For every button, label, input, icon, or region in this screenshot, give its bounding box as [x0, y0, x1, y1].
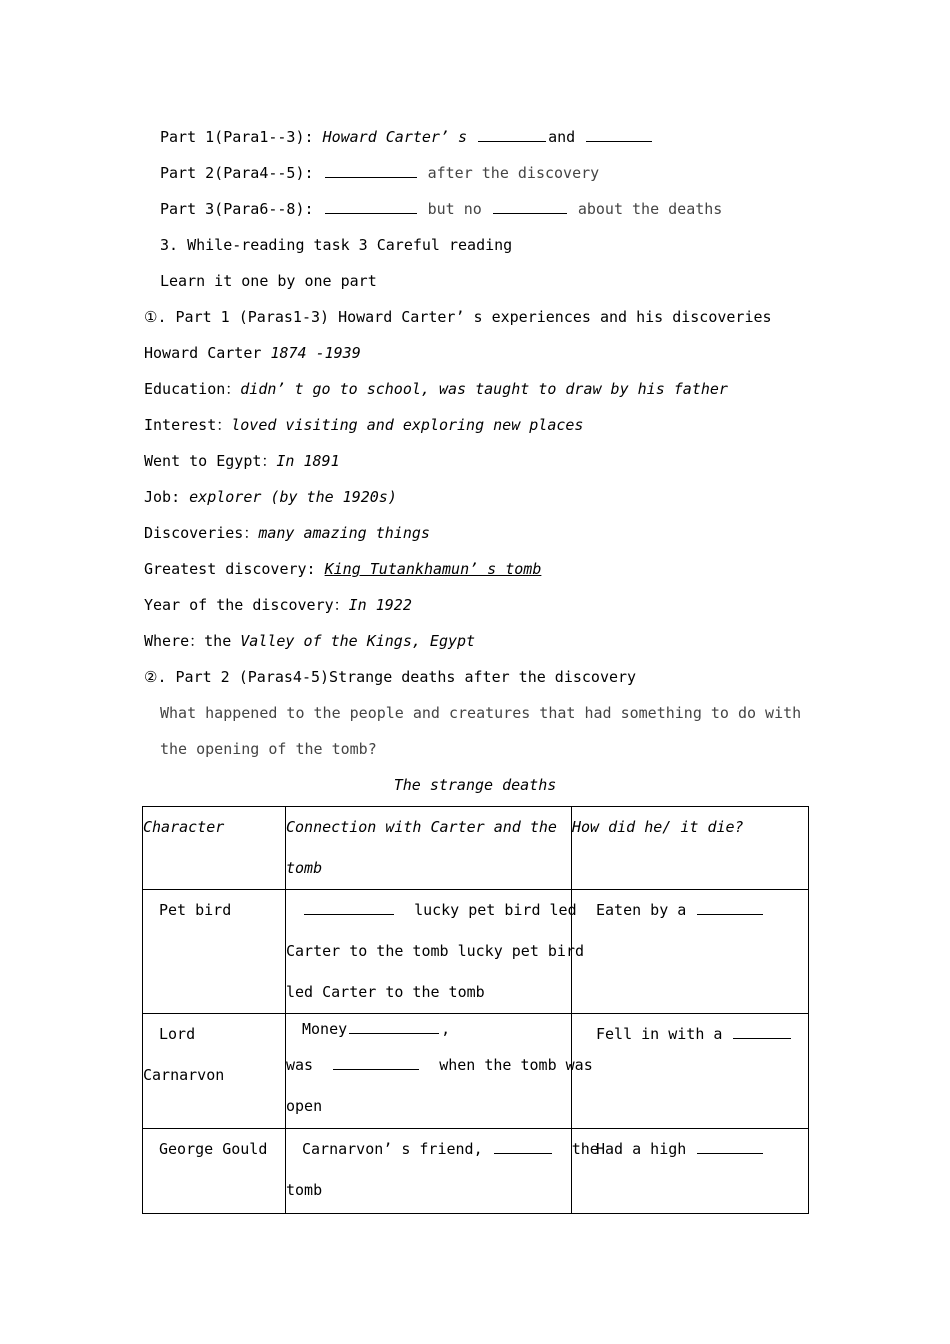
row-character-cell [143, 1014, 286, 1129]
row-connection-text: Carnarvon’ s friend, [302, 1140, 483, 1158]
fact-education [144, 379, 728, 399]
table-row [143, 1129, 809, 1214]
row-connection-cell [286, 1014, 593, 1129]
fact-value: 1874 -1939 [270, 344, 361, 362]
part1-label: Part 1(Para1--3): [160, 128, 314, 146]
blank-part1-a[interactable] [478, 127, 546, 142]
row-death [572, 1014, 808, 1055]
task-subheading: Learn it one by one part [160, 272, 377, 290]
row-death-cell [572, 1014, 809, 1129]
row-character-line1: Lord [159, 1025, 196, 1043]
fact-label: Where：the [144, 632, 241, 650]
header-connection-cell [286, 807, 572, 890]
part1-italic: Howard Carter’ s [322, 128, 468, 146]
part3-rest: about the deaths [577, 200, 723, 218]
row-connection-line2 [286, 1044, 593, 1086]
row-death-cell [572, 1129, 809, 1214]
row-connection-cell [286, 890, 585, 1014]
row-connection-text: was [286, 1056, 314, 1074]
fact-label: Howard Carter [144, 344, 271, 362]
row-connection-text: Money [302, 1020, 348, 1038]
table-title: The strange deaths [393, 776, 557, 794]
table-header-row [143, 807, 809, 890]
header-death-cell [572, 807, 809, 890]
fact-value: Valley of the Kings, Egypt [240, 632, 476, 650]
deaths-table [142, 806, 809, 1214]
row-connection-text: the [571, 1140, 599, 1158]
row-death [572, 890, 808, 931]
row-connection-line3: led Carter to the tomb [286, 983, 485, 1001]
fact-went-to-egypt [144, 451, 340, 471]
row-death-text: Had a high [596, 1140, 687, 1158]
blank-bird-death[interactable] [697, 900, 763, 915]
fact-value: King Tutankhamun’ s tomb [324, 560, 542, 578]
table-row [143, 1014, 809, 1129]
blank-part3-b[interactable] [493, 199, 567, 214]
table-row [143, 890, 809, 1014]
blank-part1-b[interactable] [586, 127, 652, 142]
blank-part2[interactable] [325, 163, 417, 178]
fact-value: loved visiting and exploring new places [231, 416, 584, 434]
fact-greatest-discovery [144, 559, 541, 579]
structure-part3 [160, 199, 722, 219]
part2-label: Part 2(Para4--5): [160, 164, 314, 182]
row-connection-line1 [286, 1129, 599, 1170]
question-line-2: the opening of the tomb? [160, 740, 377, 758]
fact-value: many amazing things [258, 524, 430, 542]
part2-rest: after the discovery [427, 164, 600, 182]
part3-label: Part 3(Para6--8): [160, 200, 314, 218]
row-character-cell [143, 1129, 286, 1214]
row-character: George Gould [159, 1140, 268, 1158]
fact-label: Greatest discovery: [144, 560, 325, 578]
fact-label: Education： [144, 380, 241, 398]
blank-bird-connection[interactable] [304, 900, 394, 915]
fact-job [144, 487, 397, 507]
fact-value: In 1891 [276, 452, 340, 470]
blank-carnarvon-death[interactable] [733, 1024, 791, 1039]
task-heading: 3. While-reading task 3 Careful reading [160, 236, 513, 254]
fact-discoveries [144, 523, 430, 543]
fact-where [144, 631, 475, 651]
row-connection-line3: open [286, 1097, 323, 1115]
question-line-1: What happened to the people and creatures that had something to do with [160, 704, 802, 722]
row-death-cell [572, 890, 809, 1014]
blank-gould-connection[interactable] [494, 1139, 552, 1154]
fact-year [144, 595, 412, 615]
blank-part3-a[interactable] [325, 199, 417, 214]
part2-heading: ②. Part 2 (Paras4-5)Strange deaths after the discovery [144, 668, 637, 686]
fact-value: In 1922 [348, 596, 412, 614]
header-connection: Connection with Carter and the [286, 818, 557, 836]
header-character-cell [143, 807, 286, 890]
row-connection-line2: Carter to the tomb lucky pet bird [286, 942, 585, 960]
blank-carnarvon-was[interactable] [333, 1055, 419, 1070]
row-connection-line1 [286, 1014, 571, 1044]
row-connection-text: when the tomb was [439, 1056, 593, 1074]
fact-interest [144, 415, 583, 435]
row-connection-cell [286, 1129, 599, 1214]
header-character: Character [143, 818, 225, 836]
row-connection-text: lucky pet bird led [414, 901, 577, 919]
blank-carnarvon-money[interactable] [349, 1019, 439, 1034]
row-character-line2: Carnarvon [143, 1066, 225, 1084]
part1-heading: ①. Part 1 (Paras1-3) Howard Carter’ s experiences and his discoveries [144, 308, 772, 326]
row-death-text: Fell in with a [596, 1025, 723, 1043]
structure-part2 [160, 163, 599, 183]
structure-part1 [160, 127, 654, 147]
fact-label: Year of the discovery： [144, 596, 349, 614]
row-death-text: Eaten by a [596, 901, 687, 919]
fact-value: explorer (by the 1920s) [189, 488, 397, 506]
header-connection-cont: tomb [286, 859, 323, 877]
fact-label: Interest： [144, 416, 232, 434]
fact-label: Went to Egypt： [144, 452, 277, 470]
row-connection-line1 [286, 890, 577, 931]
row-connection-punct: , [441, 1020, 451, 1038]
part1-and: and [548, 128, 576, 146]
row-character-cell [143, 890, 286, 1014]
fact-name [144, 343, 361, 363]
fact-value: didn’ t go to school, was taught to draw by his father [240, 380, 728, 398]
row-character: Pet bird [159, 901, 232, 919]
header-death: How did he/ it die? [572, 818, 744, 836]
fact-label: Job: [144, 488, 190, 506]
row-connection-line2: tomb [286, 1181, 323, 1199]
fact-label: Discoveries： [144, 524, 259, 542]
row-death [572, 1129, 808, 1170]
part3-mid: but no [427, 200, 482, 218]
blank-gould-death[interactable] [697, 1139, 763, 1154]
